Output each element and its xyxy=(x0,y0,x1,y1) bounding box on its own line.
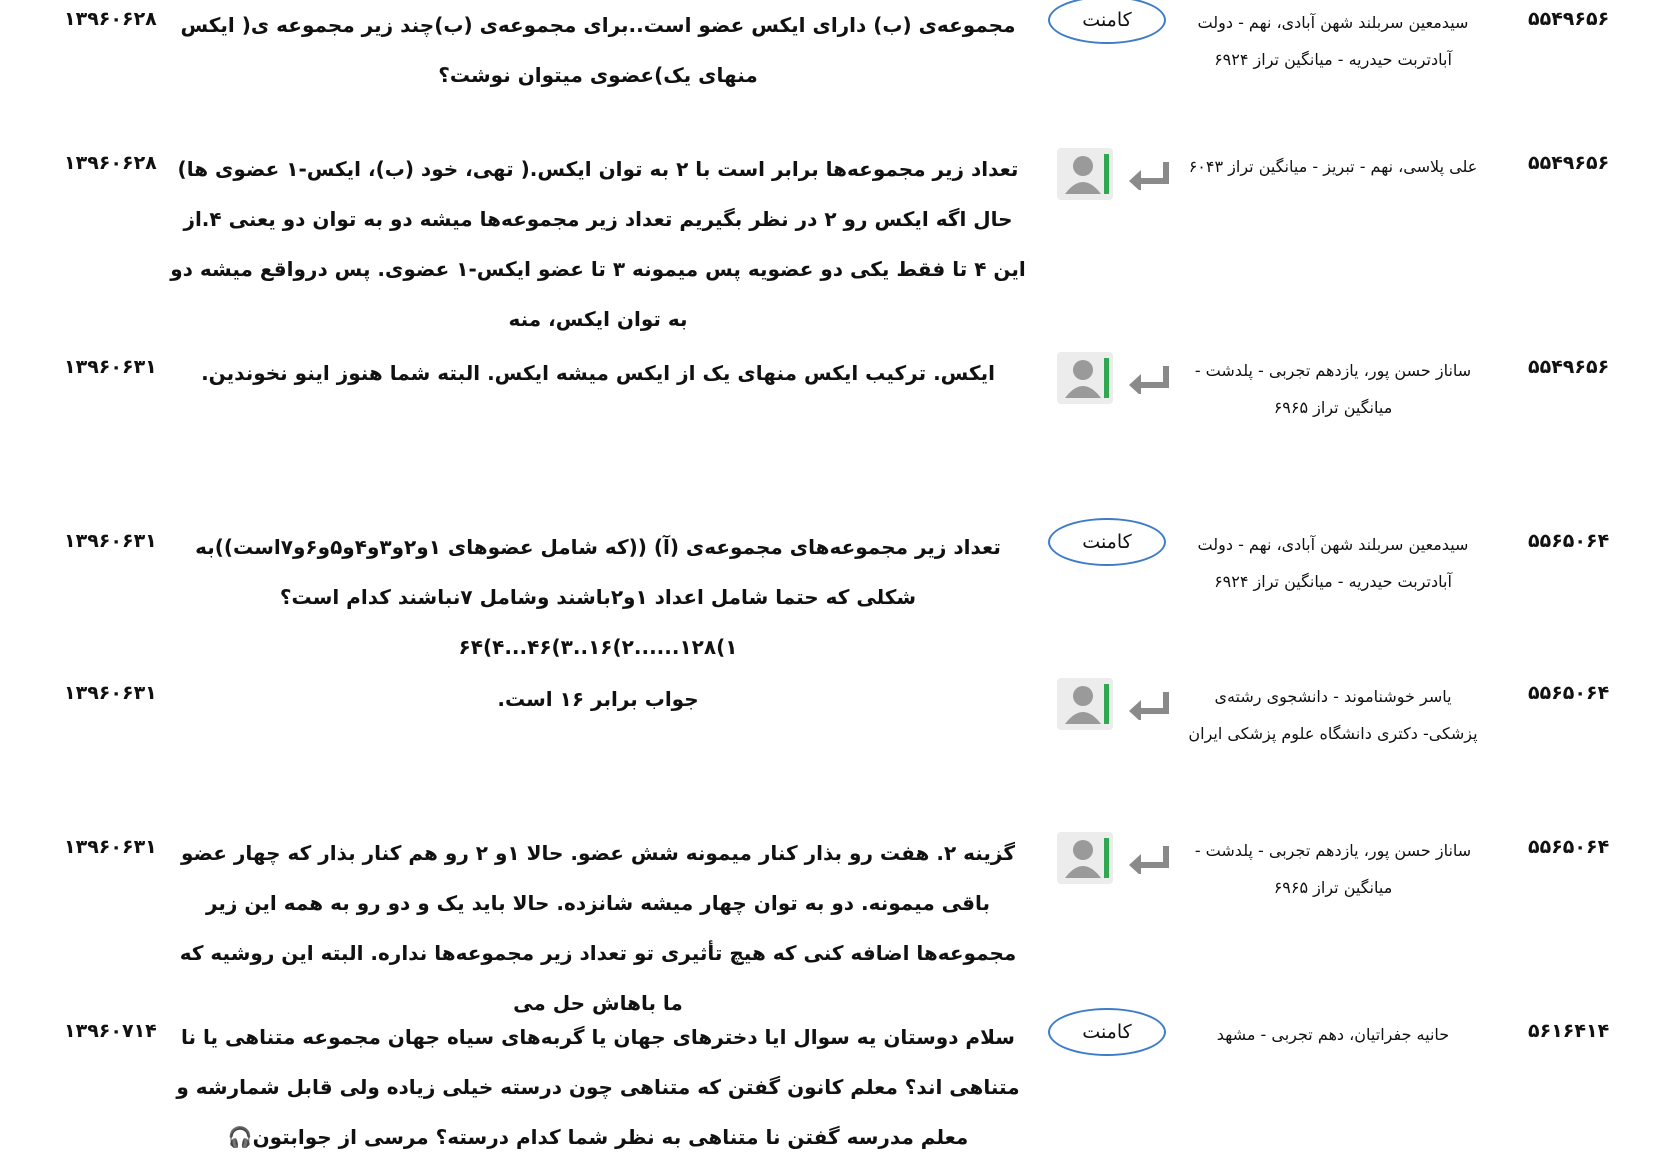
row-id: ۵۵۶۵۰۶۴ xyxy=(1528,836,1610,858)
row-date: ۱۳۹۶۰۶۲۸ xyxy=(64,152,157,174)
row-date: ۱۳۹۶۰۷۱۴ xyxy=(64,1020,157,1042)
row-id: ۵۵۶۵۰۶۴ xyxy=(1528,682,1610,704)
reply-arrow-icon[interactable] xyxy=(1127,160,1171,190)
row-id: ۵۶۱۶۴۱۴ xyxy=(1528,1020,1610,1042)
row-id: ۵۵۴۹۶۵۶ xyxy=(1528,356,1610,378)
reply-arrow-icon[interactable] xyxy=(1127,690,1171,720)
row-text: گزینه ۲. هفت رو بذار کنار میمونه شش عضو. حالا ۱و ۲ رو هم کنار بذار که چهار عضو باقی میمونه. دو به توان چهار میشه شانزده. حالا باید یک و دو رو به همه این زیر مجموعه‌ها اضافه کنی که هیچ تأثیری تو تعداد زیر مجموعه‌ها نداره. البته این روشیه که ما باهاش حل می xyxy=(179,841,1017,1015)
row-text: تعداد زیر مجموعه‌ها برابر است با ۲ به توان ایکس.( تهی، خود (ب)، ایکس-۱ عضوی ها) حال اگه ایکس رو ۲ در نظر بگیریم تعداد زیر مجموعه‌ها میشه دو به توان دو یعنی ۴.از این ۴ تا فقط یکی دو عضویه پس میمونه ۳ تا عضو ایکس-۱ عضوی. پس درواقع میشه دو به توان ایکس، منه xyxy=(170,157,1026,331)
row-text: تعداد زیر مجموعه‌های مجموعه‌ی (آ) ((که شامل عضوهای ۱و۲و۳و۴و۵و۶و۷است))به شکلی که حتما شامل اعداد ۱و۲باشند وشامل ۷نباشند کدام است؟ ۱)۱۲۸......۲)۱۶..۳)۴۶...۴)۶۴ xyxy=(195,535,1001,659)
comment-button[interactable]: کامنت xyxy=(1048,1008,1166,1056)
row-date: ۱۳۹۶۰۶۳۱ xyxy=(64,356,157,378)
comment-button[interactable]: کامنت xyxy=(1048,518,1166,566)
row-id: ۵۵۴۹۶۵۶ xyxy=(1528,152,1610,174)
row-id: ۵۵۴۹۶۵۶ xyxy=(1528,8,1610,30)
row-author: علی پلاسی، نهم - تبریز - میانگین تراز ۶۰۴۳ xyxy=(1188,157,1478,176)
row-author: ساناز حسن پور، یازدهم تجربی - پلدشت - میانگین تراز ۶۹۶۵ xyxy=(1194,361,1472,417)
row-text: جواب برابر ۱۶ است. xyxy=(497,687,699,711)
row-text: سلام دوستان یه سوال ایا دخترهای جهان یا گربه‌های سیاه جهان مجموعه متناهی یا نا متناهی اند؟ معلم کانون گفتن که متناهی چون درسته خیلی زیاده ولی قابل شمارشه و معلم مدرسه گفتن نا متناهی به نظر شما کدام درسته؟ مرسی از جوابتون🎧 xyxy=(176,1025,1020,1149)
row-date: ۱۳۹۶۰۶۳۱ xyxy=(64,682,157,704)
row-author: ساناز حسن پور، یازدهم تجربی - پلدشت - میانگین تراز ۶۹۶۵ xyxy=(1194,841,1472,897)
avatar xyxy=(1057,148,1113,200)
row-author: یاسر خوشناموند - دانشجوی رشته‌ی پزشکی- دکتری دانشگاه علوم پزشکی ایران xyxy=(1188,687,1478,743)
avatar xyxy=(1057,832,1113,884)
row-date: ۱۳۹۶۰۶۲۸ xyxy=(64,8,157,30)
reply-arrow-icon[interactable] xyxy=(1127,364,1171,394)
row-date: ۱۳۹۶۰۶۳۱ xyxy=(64,836,157,858)
row-text: ایکس. ترکیب ایکس منهای یک از ایکس میشه ایکس. البته شما هنوز اینو نخوندین. xyxy=(201,361,995,385)
row-author: حانیه جفراتیان، دهم تجربی - مشهد xyxy=(1216,1025,1450,1044)
row-author: سیدمعین سربلند شهن آبادی، نهم - دولت آبادتربت حیدریه - میانگین تراز ۶۹۲۴ xyxy=(1197,535,1469,591)
avatar xyxy=(1057,678,1113,730)
row-author: سیدمعین سربلند شهن آبادی، نهم - دولت آبادتربت حیدریه - میانگین تراز ۶۹۲۴ xyxy=(1197,13,1469,69)
reply-arrow-icon[interactable] xyxy=(1127,844,1171,874)
row-date: ۱۳۹۶۰۶۳۱ xyxy=(64,530,157,552)
row-id: ۵۵۶۵۰۶۴ xyxy=(1528,530,1610,552)
row-text: مجموعه‌ی (ب) دارای ایکس عضو است..برای مجموعه‌ی (ب)چند زیر مجموعه ی( ایکس منهای یک)عضوی میتوان نوشت؟ xyxy=(180,13,1016,87)
comment-button[interactable]: کامنت xyxy=(1048,0,1166,44)
avatar xyxy=(1057,352,1113,404)
